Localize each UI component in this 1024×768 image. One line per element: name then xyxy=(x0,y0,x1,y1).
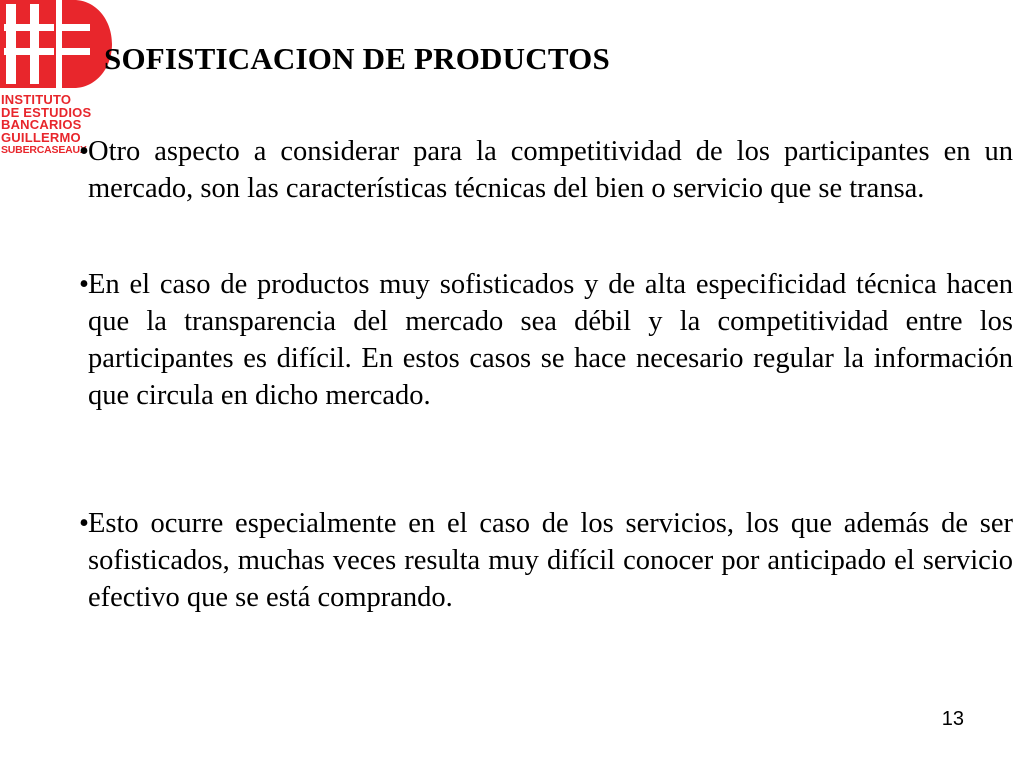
bullet-paragraph xyxy=(79,505,1013,616)
logo-text-line: DE ESTUDIOS xyxy=(1,104,92,120)
logo-text-line: GUILLERMO xyxy=(1,129,81,145)
logo-text-line: SUBERCASEAUX xyxy=(1,144,87,156)
bullet-marker: • xyxy=(79,508,89,539)
slide-number: 13 xyxy=(941,708,964,730)
bullet-text: Otro aspecto a considerar para la competitividad de los participantes en un mercado, son las características técnicas del bien o servicio que se transa. xyxy=(88,136,1013,204)
institute-logo-mark xyxy=(0,0,112,88)
bullet-paragraph xyxy=(79,133,1013,207)
bullet-marker: • xyxy=(79,269,89,300)
bullet-text: En el caso de productos muy sofisticados y de alta especificidad técnica hacen que la transparencia del mercado sea débil y la competitividad entre los participantes es difícil. En estos casos se hace necesario regular la información que circula en dicho mercado. xyxy=(88,269,1013,411)
bullet-marker: • xyxy=(79,136,89,167)
logo-text-line: INSTITUTO xyxy=(1,92,72,107)
slide-title: SOFISTICACION DE PRODUCTOS xyxy=(104,41,610,76)
bullet-text: Esto ocurre especialmente en el caso de los servicios, los que además de ser sofisticados, muchas veces resulta muy difícil conocer por anticipado el servicio efectivo que se está comprando. xyxy=(88,508,1013,613)
logo-text-line: BANCARIOS xyxy=(1,117,82,132)
bullet-paragraph xyxy=(79,266,1013,414)
